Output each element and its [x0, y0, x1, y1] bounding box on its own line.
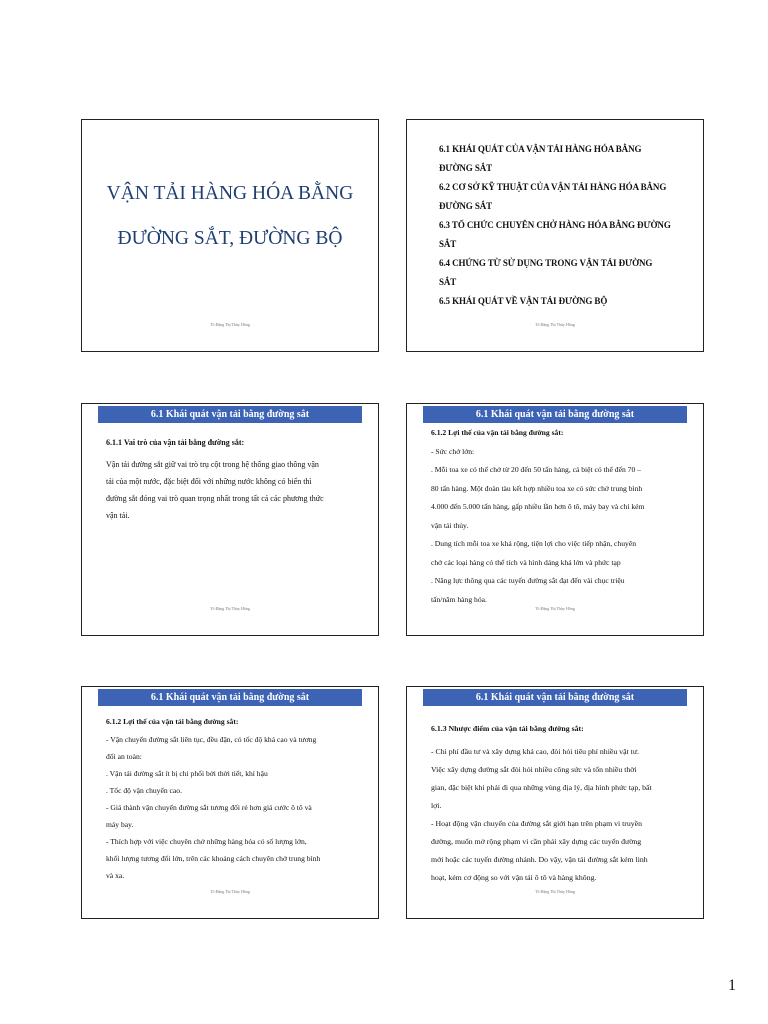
content-line: - Hoạt động vận chuyển của đường sắt giới hạn trên phạm vi truyền	[431, 819, 643, 828]
slide-footer: Tô Đặng Thị Thùy Hồng	[535, 322, 575, 327]
slide-title-line-1: VẬN TẢI HÀNG HÓA BẰNG	[106, 183, 354, 204]
slide-subheading: 6.1.3 Nhược điểm của vận tải bằng đường sắt:	[431, 724, 584, 733]
slide-content	[431, 424, 689, 609]
slide-advantages-1	[406, 403, 704, 636]
toc-item: 6.4 CHỨNG TỪ SỬ DỤNG TRONG VẬN TẢI ĐƯỜNG	[439, 258, 653, 268]
slide-footer: Tô Đặng Thị Thùy Hồng	[210, 606, 250, 611]
slide-title	[81, 119, 379, 352]
content-line: máy bay.	[106, 820, 134, 829]
content-line: . Tốc độ vận chuyển cao.	[106, 786, 182, 795]
toc-item: 6.3 TỔ CHỨC CHUYÊN CHỞ HÀNG HÓA BẰNG ĐƯỜNG	[439, 220, 671, 230]
slide-header-bar: 6.1 Khái quát vận tải bằng đường sắt	[98, 689, 362, 706]
toc-item: 6.5 KHÁI QUÁT VỀ VẬN TẢI ĐƯỜNG BỘ	[439, 296, 608, 306]
toc-item: ĐƯỜNG SẮT	[439, 163, 493, 173]
content-line: khối lượng tương đối lớn, trên các khoảng cách chuyên chở trung bình	[106, 854, 321, 863]
content-line: gian, đặc biệt khi phải đi qua những vùng địa lý, địa hình phức tạp, bất	[431, 783, 652, 792]
slide-footer: Tô Đặng Thị Thùy Hồng	[210, 322, 250, 327]
slide-header-bar: 6.1 Khái quát vận tải bằng đường sắt	[423, 406, 687, 423]
toc-item: SẮT	[439, 277, 457, 287]
content-line: 4.000 đến 5.000 tấn hàng, gấp nhiều lần hơn ô tô, máy bay và chỉ kém	[431, 502, 645, 511]
content-line: Việc xây dựng đường sắt đòi hỏi nhiều công sức và tốn nhiều thời	[431, 765, 637, 774]
slide-subheading: 6.1.1 Vai trò của vận tải bằng đường sắt:	[106, 438, 245, 447]
content-line: tải của một nước, đặc biệt đối với những nước không có biển thì	[106, 477, 312, 486]
content-line: hoạt, kém cơ động so với vận tải ô tô và hàng không.	[431, 873, 597, 882]
content-line: vận tải.	[106, 511, 130, 520]
slide-header-bar: 6.1 Khái quát vận tải bằng đường sắt	[98, 406, 362, 423]
content-line: - Giá thành vận chuyển đường sắt tương đối rẻ hơn giá cước ô tô và	[106, 803, 312, 812]
slide-title-line-2: ĐƯỜNG SẮT, ĐƯỜNG BỘ	[117, 228, 343, 249]
toc-list	[439, 140, 695, 311]
slide-table-of-contents	[406, 119, 704, 352]
content-line: đường, muốn mở rộng phạm vi cần phải xây dựng các tuyến đường	[431, 837, 642, 846]
slide-title-block	[82, 182, 378, 251]
slide-disadvantages	[406, 686, 704, 919]
toc-item: SẮT	[439, 239, 457, 249]
content-line: tấn/năm hàng hóa.	[431, 594, 487, 604]
content-line: mới hoặc các tuyến đường nhánh. Do vậy, vận tải đường sắt kém linh	[431, 855, 648, 864]
slide-subheading: 6.1.2 Lợi thế của vận tải bằng đường sắt:	[431, 428, 564, 437]
content-line: lợi.	[431, 801, 442, 810]
content-line: đối an toàn:	[106, 752, 142, 761]
content-line: . Năng lực thông qua các tuyến đường sắt đạt đến vài chục triệu	[431, 576, 625, 585]
slide-content	[106, 434, 364, 524]
slide-footer: Tô Đặng Thị Thùy Hồng	[535, 889, 575, 894]
content-line: . Dung tích mỗi toa xe khá rộng, tiện lợi cho việc tiếp nhận, chuyên	[431, 539, 636, 548]
content-line: - Thích hợp với việc chuyên chở những hàng hóa có số lượng lớn,	[106, 837, 307, 846]
slide-header-bar: 6.1 Khái quát vận tải bằng đường sắt	[423, 689, 687, 706]
slide-subheading: 6.1.2 Lợi thế của vận tải bằng đường sắt:	[106, 717, 239, 726]
toc-item: ĐƯỜNG SẮT	[439, 201, 493, 211]
content-line: - Chi phí đầu tư và xây dựng khá cao, đòi hỏi tiêu phí nhiều vật tư.	[431, 747, 639, 756]
slide-footer: Tô Đặng Thị Thùy Hồng	[535, 606, 575, 611]
slide-footer: Tô Đặng Thị Thùy Hồng	[210, 889, 250, 894]
content-line: . Mỗi toa xe có thể chở từ 20 đến 50 tấn hàng, cá biệt có thể đến 70 –	[431, 465, 641, 474]
content-line: Vận tải đường sắt giữ vai trò trụ cột trong hệ thống giao thông vận	[106, 460, 319, 469]
slide-role-of-rail	[81, 403, 379, 636]
content-line: . Vận tải đường sắt ít bị chi phối bởi thời tiết, khí hậu	[106, 769, 268, 778]
content-line: - Vận chuyển đường sắt liên tục, đều đặn, có tốc độ khá cao và tương	[106, 735, 317, 744]
content-line: - Sức chở lớn:	[431, 446, 475, 456]
page-number: 1	[728, 977, 736, 994]
slide-content	[431, 720, 689, 887]
toc-item: 6.1 KHÁI QUÁT CỦA VẬN TẢI HÀNG HÓA BẰNG	[439, 144, 642, 154]
slide-content	[106, 713, 364, 884]
content-line: và xa.	[106, 871, 125, 880]
content-line: vận tải thủy.	[431, 520, 469, 530]
content-line: chở các loại hàng có thể tích và hình dáng khá lớn và phức tạp	[431, 557, 621, 567]
content-line: 80 tấn hàng. Một đoàn tàu kết hợp nhiều toa xe có sức chở trung bình	[431, 483, 643, 493]
slide-advantages-2	[81, 686, 379, 919]
toc-item: 6.2 CƠ SỞ KỸ THUẬT CỦA VẬN TẢI HÀNG HÓA BẰNG	[439, 182, 667, 192]
content-line: đường sắt đóng vai trò quan trọng nhất trong tất cả các phương thức	[106, 494, 324, 503]
